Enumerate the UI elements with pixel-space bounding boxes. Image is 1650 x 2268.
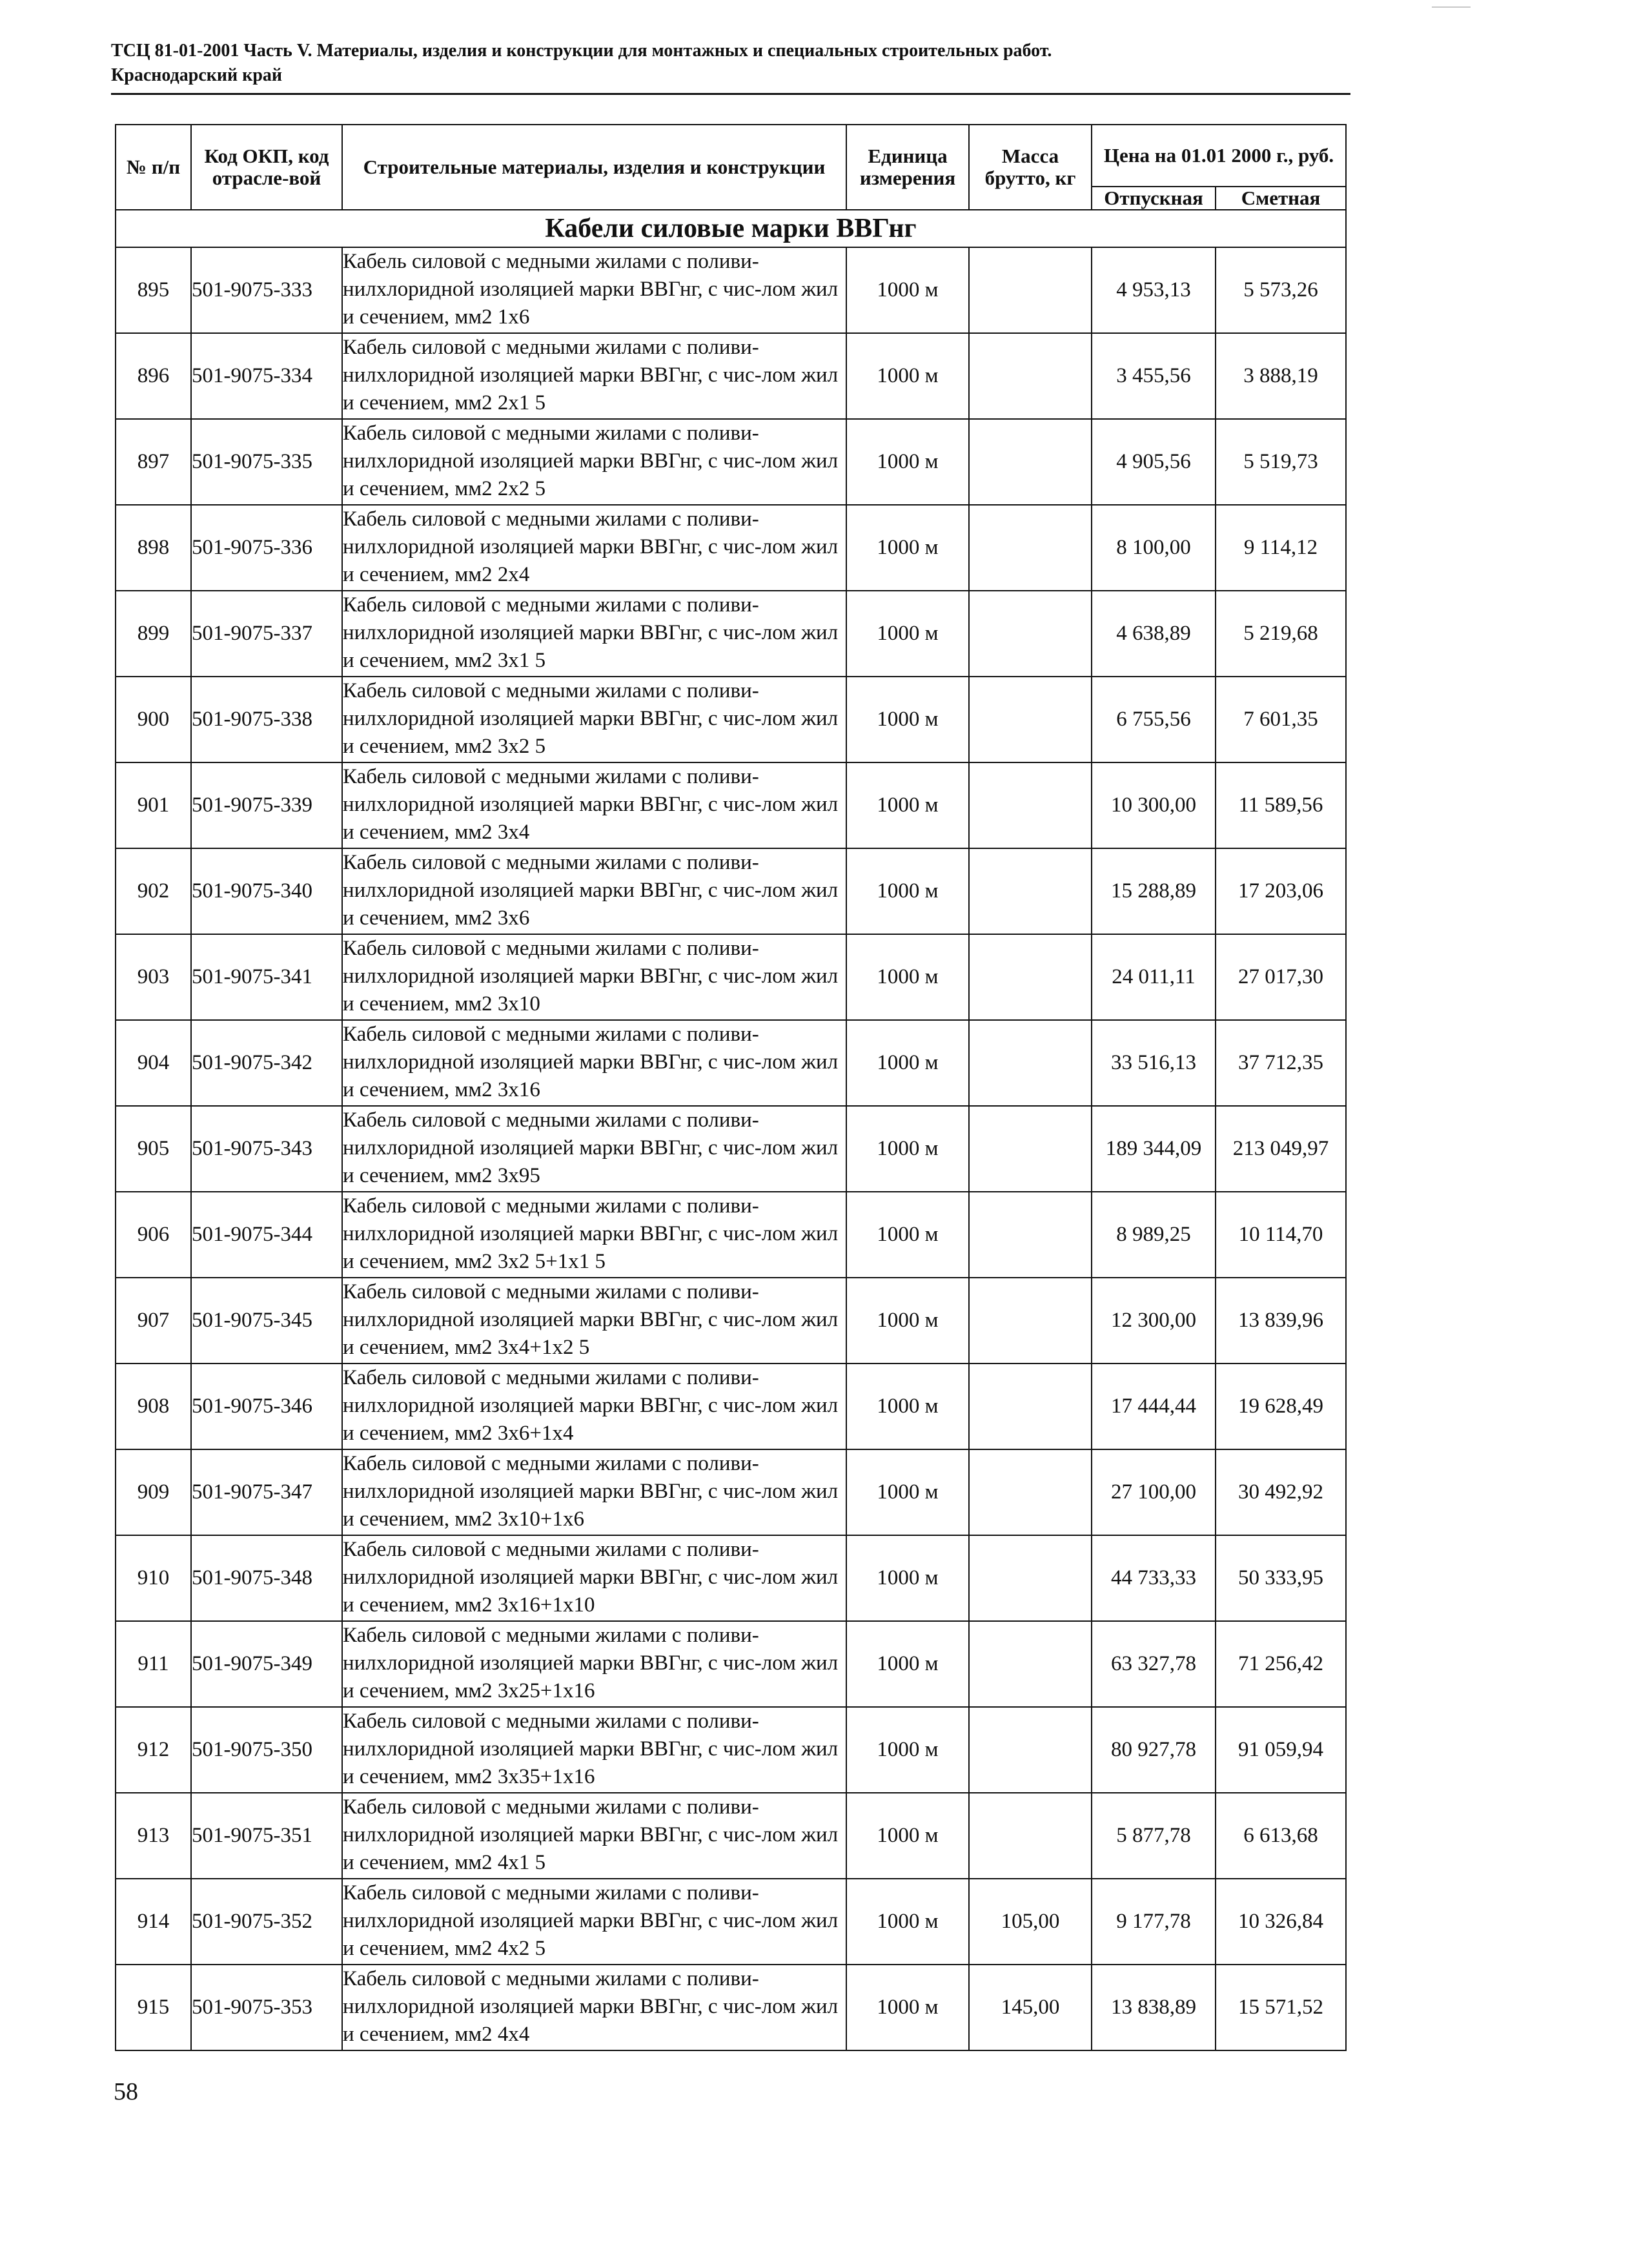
row-unit: 1000 м <box>846 1535 969 1621</box>
row-price-release: 33 516,13 <box>1092 1020 1216 1106</box>
row-unit: 1000 м <box>846 762 969 848</box>
row-code: 501-9075-343 <box>191 1106 342 1192</box>
row-code: 501-9075-345 <box>191 1278 342 1364</box>
row-price-estimate: 71 256,42 <box>1216 1621 1346 1707</box>
row-description: Кабель силовой с медными жилами с поливи-нилхлоридной изоляцией марки ВВГнг, с чис-лом жил и сечением, мм2 3х2 5+1х1 5 <box>342 1192 846 1278</box>
row-price-estimate: 11 589,56 <box>1216 762 1346 848</box>
table-row <box>116 591 1346 677</box>
row-price-estimate: 5 519,73 <box>1216 419 1346 505</box>
row-number: 899 <box>116 591 191 677</box>
header-region: Краснодарский край <box>111 65 283 85</box>
row-description: Кабель силовой с медными жилами с поливи-нилхлоридной изоляцией марки ВВГнг, с чис-лом жил и сечением, мм2 3х95 <box>342 1106 846 1192</box>
row-number: 915 <box>116 1965 191 2050</box>
row-code: 501-9075-335 <box>191 419 342 505</box>
row-description: Кабель силовой с медными жилами с поливи-нилхлоридной изоляцией марки ВВГнг, с чис-лом жил и сечением, мм2 3х25+1х16 <box>342 1621 846 1707</box>
row-price-estimate: 5 573,26 <box>1216 247 1346 333</box>
row-unit: 1000 м <box>846 1449 969 1535</box>
row-price-release: 5 877,78 <box>1092 1793 1216 1879</box>
row-unit: 1000 м <box>846 1879 969 1965</box>
row-unit: 1000 м <box>846 419 969 505</box>
table-row <box>116 1020 1346 1106</box>
row-description: Кабель силовой с медными жилами с поливи-нилхлоридной изоляцией марки ВВГнг, с чис-лом жил и сечением, мм2 2х4 <box>342 505 846 591</box>
price-table <box>115 124 1347 2051</box>
table-row <box>116 762 1346 848</box>
row-price-estimate: 10 114,70 <box>1216 1192 1346 1278</box>
table-row <box>116 934 1346 1020</box>
row-number: 914 <box>116 1879 191 1965</box>
row-code: 501-9075-341 <box>191 934 342 1020</box>
page-number: 58 <box>114 2078 138 2105</box>
row-unit: 1000 м <box>846 1364 969 1449</box>
row-code: 501-9075-346 <box>191 1364 342 1449</box>
row-mass <box>969 1364 1092 1449</box>
row-price-estimate: 15 571,52 <box>1216 1965 1346 2050</box>
row-mass <box>969 505 1092 591</box>
row-description: Кабель силовой с медными жилами с поливи-нилхлоридной изоляцией марки ВВГнг, с чис-лом жил и сечением, мм2 1х6 <box>342 247 846 333</box>
row-price-release: 27 100,00 <box>1092 1449 1216 1535</box>
row-mass <box>969 848 1092 934</box>
row-mass <box>969 419 1092 505</box>
row-code: 501-9075-347 <box>191 1449 342 1535</box>
row-description: Кабель силовой с медными жилами с поливи-нилхлоридной изоляцией марки ВВГнг, с чис-лом жил и сечением, мм2 3х1 5 <box>342 591 846 677</box>
row-mass: 145,00 <box>969 1965 1092 2050</box>
table-row <box>116 1621 1346 1707</box>
row-price-estimate: 13 839,96 <box>1216 1278 1346 1364</box>
col-header-desc: Строительные материалы, изделия и конструкции <box>342 125 846 210</box>
row-mass <box>969 934 1092 1020</box>
row-unit: 1000 м <box>846 1106 969 1192</box>
row-code: 501-9075-342 <box>191 1020 342 1106</box>
table-row <box>116 247 1346 333</box>
row-code: 501-9075-352 <box>191 1879 342 1965</box>
row-number: 895 <box>116 247 191 333</box>
row-number: 900 <box>116 677 191 762</box>
row-price-estimate: 27 017,30 <box>1216 934 1346 1020</box>
row-description: Кабель силовой с медными жилами с поливи-нилхлоридной изоляцией марки ВВГнг, с чис-лом жил и сечением, мм2 3х16+1х10 <box>342 1535 846 1621</box>
row-description: Кабель силовой с медными жилами с поливи-нилхлоридной изоляцией марки ВВГнг, с чис-лом жил и сечением, мм2 2х2 5 <box>342 419 846 505</box>
row-price-estimate: 91 059,94 <box>1216 1707 1346 1793</box>
row-price-release: 63 327,78 <box>1092 1621 1216 1707</box>
row-number: 905 <box>116 1106 191 1192</box>
row-code: 501-9075-349 <box>191 1621 342 1707</box>
row-code: 501-9075-337 <box>191 591 342 677</box>
header-divider <box>111 93 1350 95</box>
row-unit: 1000 м <box>846 1278 969 1364</box>
row-number: 906 <box>116 1192 191 1278</box>
row-price-release: 12 300,00 <box>1092 1278 1216 1364</box>
row-price-estimate: 6 613,68 <box>1216 1793 1346 1879</box>
table-row <box>116 1364 1346 1449</box>
row-price-estimate: 3 888,19 <box>1216 333 1346 419</box>
row-price-estimate: 213 049,97 <box>1216 1106 1346 1192</box>
row-unit: 1000 м <box>846 1020 969 1106</box>
row-unit: 1000 м <box>846 1192 969 1278</box>
row-mass <box>969 247 1092 333</box>
row-price-estimate: 30 492,92 <box>1216 1449 1346 1535</box>
page-header <box>111 39 1338 88</box>
row-description: Кабель силовой с медными жилами с поливи-нилхлоридной изоляцией марки ВВГнг, с чис-лом жил и сечением, мм2 2х1 5 <box>342 333 846 419</box>
table-row <box>116 1192 1346 1278</box>
row-number: 907 <box>116 1278 191 1364</box>
row-number: 896 <box>116 333 191 419</box>
row-unit: 1000 м <box>846 848 969 934</box>
row-mass <box>969 1621 1092 1707</box>
table-row <box>116 1535 1346 1621</box>
row-code: 501-9075-333 <box>191 247 342 333</box>
table-row <box>116 848 1346 934</box>
row-price-release: 8 100,00 <box>1092 505 1216 591</box>
row-unit: 1000 м <box>846 1707 969 1793</box>
row-mass <box>969 1278 1092 1364</box>
row-price-release: 4 638,89 <box>1092 591 1216 677</box>
row-price-release: 3 455,56 <box>1092 333 1216 419</box>
col-header-price-release: Отпускная <box>1092 187 1216 210</box>
row-price-release: 189 344,09 <box>1092 1106 1216 1192</box>
section-title: Кабели силовые марки ВВГнг <box>116 210 1346 247</box>
row-code: 501-9075-340 <box>191 848 342 934</box>
row-mass <box>969 1192 1092 1278</box>
row-description: Кабель силовой с медными жилами с поливи-нилхлоридной изоляцией марки ВВГнг, с чис-лом жил и сечением, мм2 4х4 <box>342 1965 846 2050</box>
row-code: 501-9075-353 <box>191 1965 342 2050</box>
row-code: 501-9075-351 <box>191 1793 342 1879</box>
row-description: Кабель силовой с медными жилами с поливи-нилхлоридной изоляцией марки ВВГнг, с чис-лом жил и сечением, мм2 4х1 5 <box>342 1793 846 1879</box>
row-description: Кабель силовой с медными жилами с поливи-нилхлоридной изоляцией марки ВВГнг, с чис-лом жил и сечением, мм2 3х6 <box>342 848 846 934</box>
row-unit: 1000 м <box>846 1793 969 1879</box>
row-number: 913 <box>116 1793 191 1879</box>
row-mass: 105,00 <box>969 1879 1092 1965</box>
row-description: Кабель силовой с медными жилами с поливи-нилхлоридной изоляцией марки ВВГнг, с чис-лом жил и сечением, мм2 3х35+1х16 <box>342 1707 846 1793</box>
row-price-release: 44 733,33 <box>1092 1535 1216 1621</box>
row-price-estimate: 9 114,12 <box>1216 505 1346 591</box>
row-mass <box>969 591 1092 677</box>
row-mass <box>969 1707 1092 1793</box>
row-unit: 1000 м <box>846 677 969 762</box>
row-price-release: 9 177,78 <box>1092 1879 1216 1965</box>
row-description: Кабель силовой с медными жилами с поливи-нилхлоридной изоляцией марки ВВГнг, с чис-лом жил и сечением, мм2 3х2 5 <box>342 677 846 762</box>
row-description: Кабель силовой с медными жилами с поливи-нилхлоридной изоляцией марки ВВГнг, с чис-лом жил и сечением, мм2 4х2 5 <box>342 1879 846 1965</box>
row-price-estimate: 10 326,84 <box>1216 1879 1346 1965</box>
row-mass <box>969 1449 1092 1535</box>
row-number: 909 <box>116 1449 191 1535</box>
row-number: 897 <box>116 419 191 505</box>
row-price-estimate: 5 219,68 <box>1216 591 1346 677</box>
header-title: ТСЦ 81-01-2001 Часть V. Материалы, изделия и конструкции для монтажных и специальных строительных работ. <box>111 41 1052 61</box>
row-number: 903 <box>116 934 191 1020</box>
col-header-price-estimate: Сметная <box>1216 187 1346 210</box>
table-row <box>116 1879 1346 1965</box>
row-price-release: 8 989,25 <box>1092 1192 1216 1278</box>
row-description: Кабель силовой с медными жилами с поливи-нилхлоридной изоляцией марки ВВГнг, с чис-лом жил и сечением, мм2 3х6+1х4 <box>342 1364 846 1449</box>
row-number: 904 <box>116 1020 191 1106</box>
col-header-num: № п/п <box>116 125 191 210</box>
row-code: 501-9075-350 <box>191 1707 342 1793</box>
col-header-price: Цена на 01.01 2000 г., руб. <box>1092 125 1346 187</box>
row-price-estimate: 37 712,35 <box>1216 1020 1346 1106</box>
row-description: Кабель силовой с медными жилами с поливи-нилхлоридной изоляцией марки ВВГнг, с чис-лом жил и сечением, мм2 3х10+1х6 <box>342 1449 846 1535</box>
row-mass <box>969 1535 1092 1621</box>
row-number: 911 <box>116 1621 191 1707</box>
row-price-estimate: 17 203,06 <box>1216 848 1346 934</box>
table-row <box>116 677 1346 762</box>
row-unit: 1000 м <box>846 934 969 1020</box>
table-row <box>116 1278 1346 1364</box>
row-number: 901 <box>116 762 191 848</box>
table-row <box>116 419 1346 505</box>
row-code: 501-9075-334 <box>191 333 342 419</box>
row-code: 501-9075-339 <box>191 762 342 848</box>
table-row <box>116 1106 1346 1192</box>
row-unit: 1000 м <box>846 1965 969 2050</box>
table-row <box>116 333 1346 419</box>
row-price-release: 4 953,13 <box>1092 247 1216 333</box>
row-description: Кабель силовой с медными жилами с поливи-нилхлоридной изоляцией марки ВВГнг, с чис-лом жил и сечением, мм2 3х16 <box>342 1020 846 1106</box>
table-row <box>116 1793 1346 1879</box>
row-mass <box>969 677 1092 762</box>
row-code: 501-9075-338 <box>191 677 342 762</box>
row-number: 898 <box>116 505 191 591</box>
row-mass <box>969 762 1092 848</box>
row-code: 501-9075-344 <box>191 1192 342 1278</box>
row-code: 501-9075-348 <box>191 1535 342 1621</box>
row-unit: 1000 м <box>846 333 969 419</box>
col-header-unit: Единица измерения <box>846 125 969 210</box>
row-unit: 1000 м <box>846 505 969 591</box>
col-header-mass: Масса брутто, кг <box>969 125 1092 210</box>
table-row <box>116 1707 1346 1793</box>
row-description: Кабель силовой с медными жилами с поливи-нилхлоридной изоляцией марки ВВГнг, с чис-лом жил и сечением, мм2 3х10 <box>342 934 846 1020</box>
row-mass <box>969 333 1092 419</box>
row-price-estimate: 19 628,49 <box>1216 1364 1346 1449</box>
row-price-release: 80 927,78 <box>1092 1707 1216 1793</box>
row-mass <box>969 1793 1092 1879</box>
row-unit: 1000 м <box>846 1621 969 1707</box>
row-number: 910 <box>116 1535 191 1621</box>
row-price-release: 6 755,56 <box>1092 677 1216 762</box>
row-unit: 1000 м <box>846 591 969 677</box>
row-price-release: 4 905,56 <box>1092 419 1216 505</box>
row-code: 501-9075-336 <box>191 505 342 591</box>
row-mass <box>969 1020 1092 1106</box>
row-price-estimate: 50 333,95 <box>1216 1535 1346 1621</box>
row-number: 912 <box>116 1707 191 1793</box>
table-row <box>116 1965 1346 2050</box>
row-description: Кабель силовой с медными жилами с поливи-нилхлоридной изоляцией марки ВВГнг, с чис-лом жил и сечением, мм2 3х4 <box>342 762 846 848</box>
top-edge-line <box>1432 6 1471 8</box>
row-price-release: 10 300,00 <box>1092 762 1216 848</box>
row-price-release: 24 011,11 <box>1092 934 1216 1020</box>
row-price-release: 13 838,89 <box>1092 1965 1216 2050</box>
row-mass <box>969 1106 1092 1192</box>
row-price-release: 15 288,89 <box>1092 848 1216 934</box>
row-price-release: 17 444,44 <box>1092 1364 1216 1449</box>
row-number: 902 <box>116 848 191 934</box>
row-unit: 1000 м <box>846 247 969 333</box>
row-number: 908 <box>116 1364 191 1449</box>
table-row <box>116 505 1346 591</box>
col-header-code: Код ОКП, код отрасле-вой <box>191 125 342 210</box>
row-description: Кабель силовой с медными жилами с поливи-нилхлоридной изоляцией марки ВВГнг, с чис-лом жил и сечением, мм2 3х4+1х2 5 <box>342 1278 846 1364</box>
row-price-estimate: 7 601,35 <box>1216 677 1346 762</box>
table-row <box>116 1449 1346 1535</box>
